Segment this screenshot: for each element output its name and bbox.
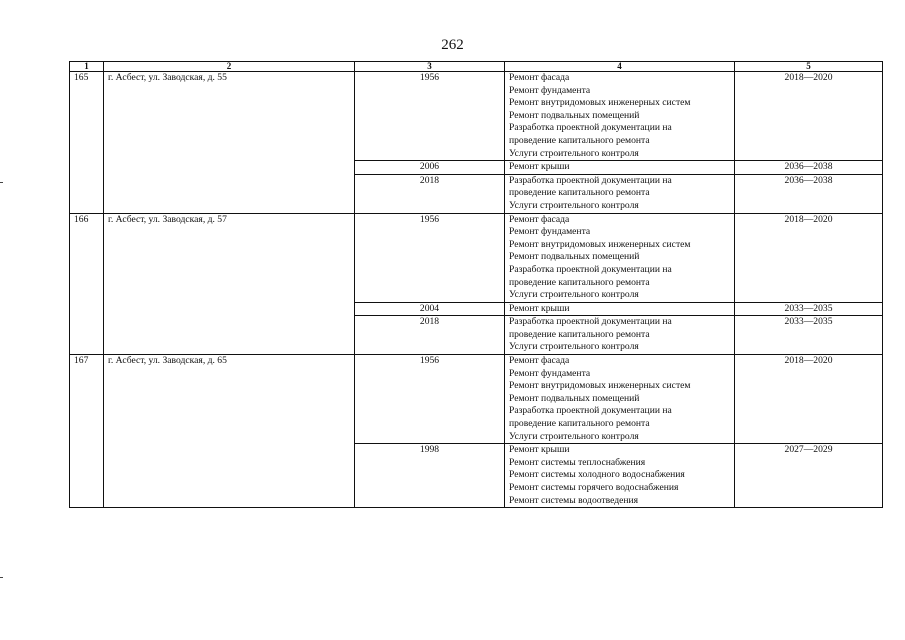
repair-works [505,161,735,175]
repair-work-item: Ремонт внутридомовых инженерных систем [509,97,691,109]
construction-year: 2018 [355,174,505,213]
repair-works [505,316,735,355]
repair-works [505,213,735,302]
table-row [70,72,883,161]
repair-period: 2018—2020 [735,213,883,302]
repair-work-item: Ремонт фундамента [509,84,591,96]
column-header: 5 [735,62,883,72]
repair-work-item: Разработка проектной документации на [509,405,672,417]
construction-year: 1998 [355,444,505,508]
repair-work-item: Ремонт подвальных помещений [509,251,640,263]
repair-work-item: Ремонт внутридомовых инженерных систем [509,238,691,250]
scan-mark [0,577,3,578]
repair-work-item: Разработка проектной документации на [509,263,672,275]
capital-repair-table [69,61,883,508]
building-address: г. Асбест, ул. Заводская, д. 57 [104,213,355,355]
repair-period: 2036—2038 [735,174,883,213]
repair-work-item: проведение капитального ремонта [509,328,650,340]
repair-period: 2036—2038 [735,161,883,175]
repair-work-item: Разработка проектной документации на [509,174,672,186]
repair-works [505,174,735,213]
construction-year: 2018 [355,316,505,355]
repair-work-item: проведение капитального ремонта [509,276,650,288]
column-header: 1 [70,62,104,72]
column-header: 3 [355,62,505,72]
repair-work-item: Ремонт подвальных помещений [509,109,640,121]
scan-mark [0,182,3,183]
construction-year: 2004 [355,302,505,316]
construction-year: 2006 [355,161,505,175]
repair-work-item: Ремонт фундамента [509,367,591,379]
table-body [70,72,883,508]
repair-works [505,355,735,444]
table-row [70,355,883,444]
repair-work-item: Ремонт внутридомовых инженерных систем [509,380,691,392]
repair-work-item: Ремонт фасада [509,355,570,367]
repair-work-item: Ремонт фундамента [509,226,591,238]
repair-work-item: Ремонт системы холодного водоснабжения [509,469,685,481]
repair-work-item: Услуги строительного контроля [509,341,639,353]
construction-year: 1956 [355,213,505,302]
column-header: 4 [505,62,735,72]
column-header: 2 [104,62,355,72]
building-number: 165 [70,72,104,214]
repair-period: 2018—2020 [735,355,883,444]
building-address: г. Асбест, ул. Заводская, д. 55 [104,72,355,214]
repair-work-item: Ремонт фасада [509,72,570,83]
repair-work-item: Ремонт системы водоотведения [509,494,639,506]
repair-work-item: Разработка проектной документации на [509,122,672,134]
repair-period: 2033—2035 [735,302,883,316]
repair-period: 2027—2029 [735,444,883,508]
building-address: г. Асбест, ул. Заводская, д. 65 [104,355,355,508]
repair-period: 2033—2035 [735,316,883,355]
repair-work-item: проведение капитального ремонта [509,418,650,430]
repair-period: 2018—2020 [735,72,883,161]
repair-works [505,444,735,508]
repair-work-item: Услуги строительного контроля [509,199,639,211]
table-row [70,213,883,302]
repair-work-item: Ремонт системы горячего водоснабжения [509,482,679,493]
repair-work-item: Ремонт крыши [509,161,570,173]
building-number: 167 [70,355,104,508]
page-number: 262 [441,37,464,53]
repair-work-item: Ремонт фасада [509,213,570,225]
repair-work-item: Ремонт крыши [509,302,570,314]
repair-work-item: Ремонт системы теплоснабжения [509,456,646,468]
construction-year: 1956 [355,72,505,161]
repair-work-item: проведение капитального ремонта [509,187,650,199]
construction-year: 1956 [355,355,505,444]
repair-work-item: Услуги строительного контроля [509,430,639,442]
building-number: 166 [70,213,104,355]
repair-work-item: проведение капитального ремонта [509,134,650,146]
repair-work-item: Услуги строительного контроля [509,289,639,301]
repair-works [505,302,735,316]
header-row [70,62,883,72]
repair-works [505,72,735,161]
repair-work-item: Разработка проектной документации на [509,316,672,328]
repair-work-item: Услуги строительного контроля [509,147,639,159]
repair-work-item: Ремонт крыши [509,444,570,456]
repair-work-item: Ремонт подвальных помещений [509,392,640,404]
